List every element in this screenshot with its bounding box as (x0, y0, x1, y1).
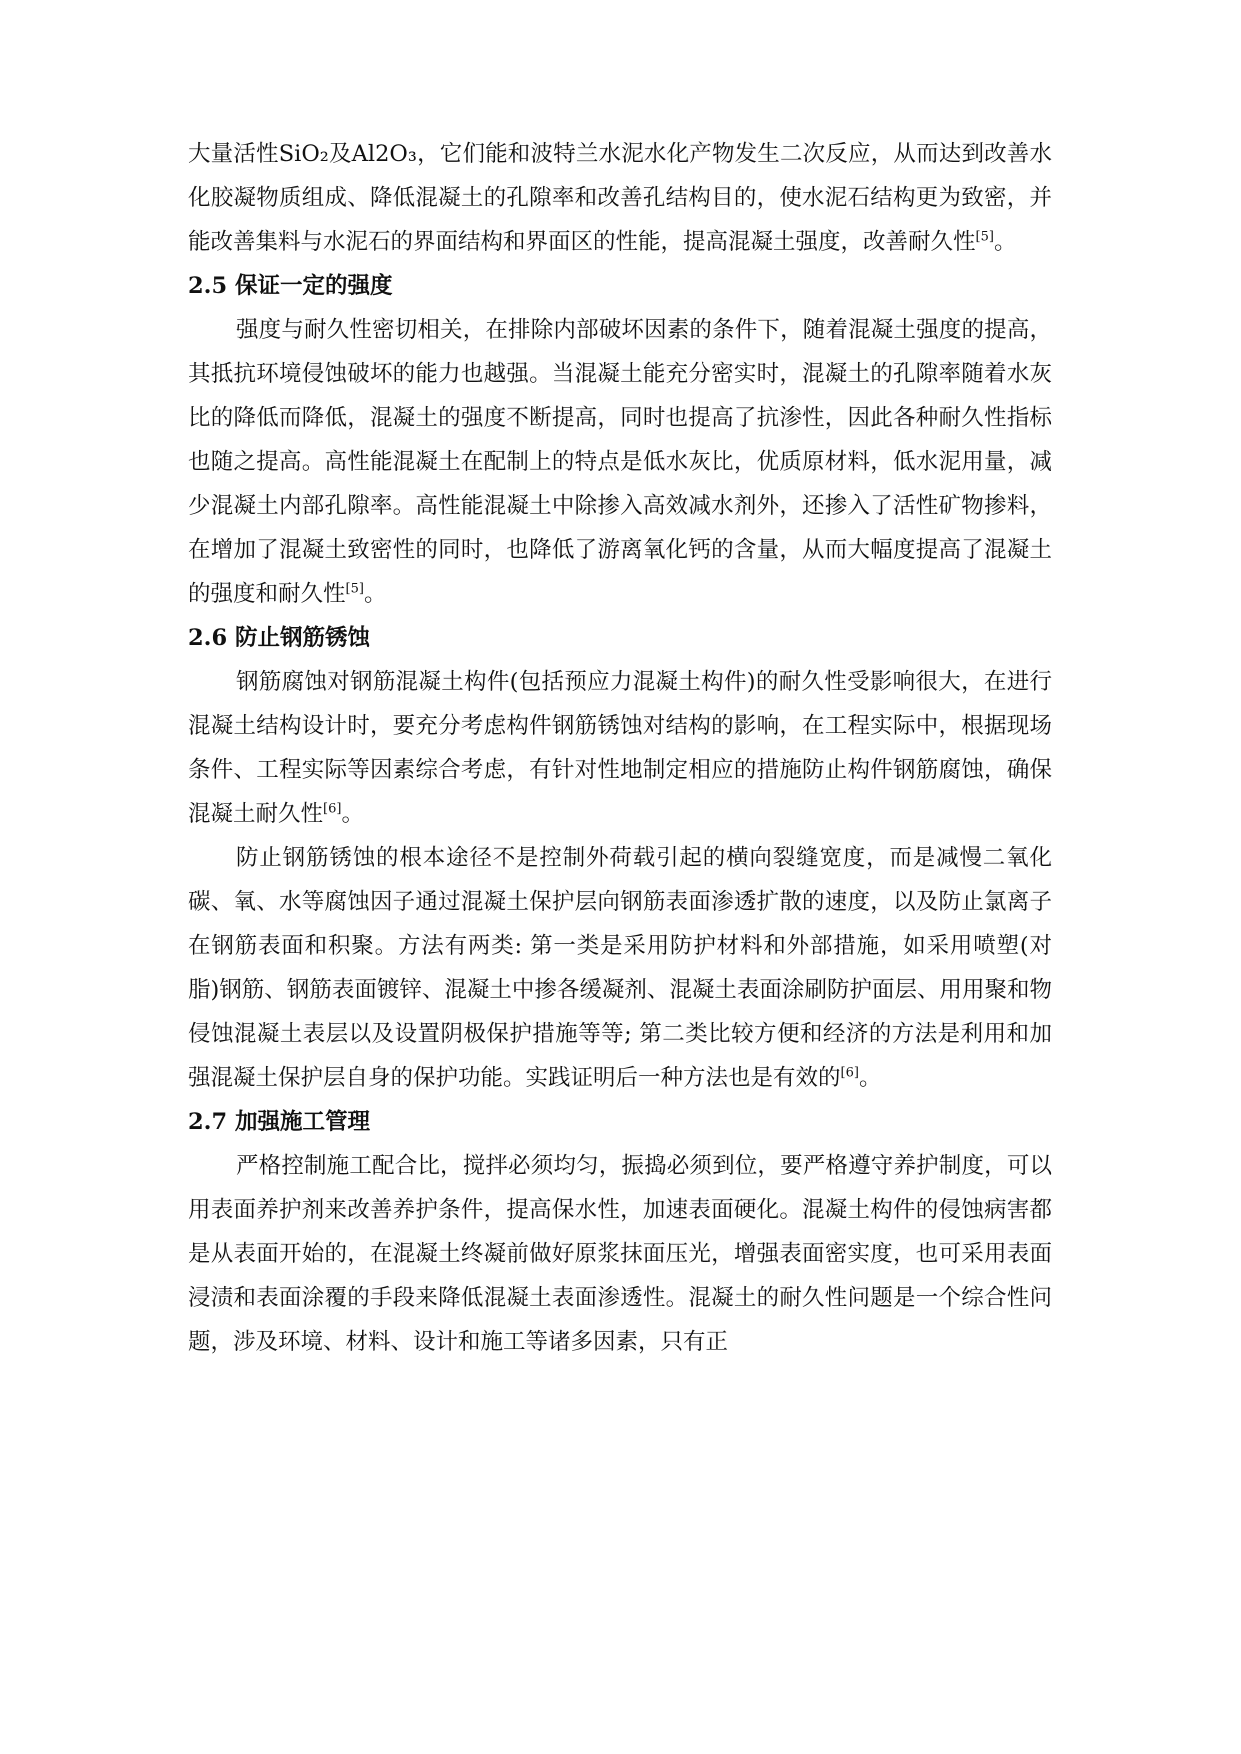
section-heading-2-6: 2.6 防止钢筋锈蚀 (188, 625, 370, 651)
section-heading-2-5: 2.5 保证一定的强度 (188, 273, 393, 299)
paragraph-construction (188, 1144, 1052, 1364)
citation: [6] (840, 1065, 859, 1081)
citation: [6] (323, 801, 342, 817)
paragraph-end: 。 (993, 229, 1017, 255)
citation: [5] (345, 581, 364, 597)
document-page (188, 132, 1052, 1364)
citation: [5] (975, 229, 994, 245)
paragraph-text: 大量活性SiO₂及Al2O₃，它们能和波特兰水泥水化产物发生二次反应，从而达到改善水化胶凝物质组成、降低混凝土的孔隙率和改善孔结构目的，使水泥石结构更为致密，并能改善集料与水泥石的界面结构和界面区的性能，提高混凝土强度，改善耐久性 (188, 141, 1052, 255)
section-heading-2-7: 2.7 加强施工管理 (188, 1109, 370, 1135)
paragraph-corrosion-1 (188, 660, 1052, 836)
paragraph-end: 。 (858, 1065, 882, 1091)
paragraph-intro (188, 132, 1052, 264)
paragraph-end: 。 (363, 581, 387, 607)
paragraph-corrosion-2 (188, 836, 1052, 1100)
paragraph-text: 严格控制施工配合比，搅拌必须均匀，振捣必须到位，要严格遵守养护制度，可以用表面养护剂来改善养护条件，提高保水性，加速表面硬化。混凝土构件的侵蚀病害都是从表面开始的，在混凝土终凝前做好原浆抹面压光，增强表面密实度，也可采用表面浸渍和表面涂覆的手段来降低混凝土表面渗透性。混凝土的耐久性问题是一个综合性问题，涉及环境、材料、设计和施工等诸多因素，只有正 (188, 1153, 1052, 1355)
paragraph-text: 防止钢筋锈蚀的根本途径不是控制外荷载引起的横向裂缝宽度，而是减慢二氧化碳、氧、水等腐蚀因子通过混凝土保护层向钢筋表面渗透扩散的速度，以及防止氯离子在钢筋表面和积聚。方法有两类: 第一类是采用防护材料和外部措施，如采用喷塑(对脂)钢筋、钢筋表面镀锌、混凝土中掺各缓凝剂、混凝土表面涂刷防护面层、用用聚和物侵蚀混凝土表层以及设置阴极保护措施等等; 第二类比较方便和经济的方法是利用和加强混凝土保护层自身的保护功能。实践证明后一种方法也是有效的 (188, 845, 1052, 1091)
paragraph-end: 。 (341, 801, 364, 827)
paragraph-text: 强度与耐久性密切相关，在排除内部破坏因素的条件下，随着混凝土强度的提高，其抵抗环境侵蚀破坏的能力也越强。当混凝土能充分密实时，混凝土的孔隙率随着水灰比的降低而降低，混凝土的强度不断提高，同时也提高了抗渗性，因此各种耐久性指标也随之提高。高性能混凝土在配制上的特点是低水灰比，优质原材料，低水泥用量，减少混凝土内部孔隙率。高性能混凝土中除掺入高效减水剂外，还掺入了活性矿物掺料，在增加了混凝土致密性的同时，也降低了游离氧化钙的含量，从而大幅度提高了混凝土的强度和耐久性 (188, 317, 1052, 607)
paragraph-strength (188, 308, 1052, 616)
paragraph-text: 钢筋腐蚀对钢筋混凝土构件(包括预应力混凝土构件)的耐久性受影响很大，在进行混凝土结构设计时，要充分考虑构件钢筋锈蚀对结构的影响，在工程实际中，根据现场条件、工程实际等因素综合考虑，有针对性地制定相应的措施防止构件钢筋腐蚀，确保混凝土耐久性 (188, 669, 1052, 827)
